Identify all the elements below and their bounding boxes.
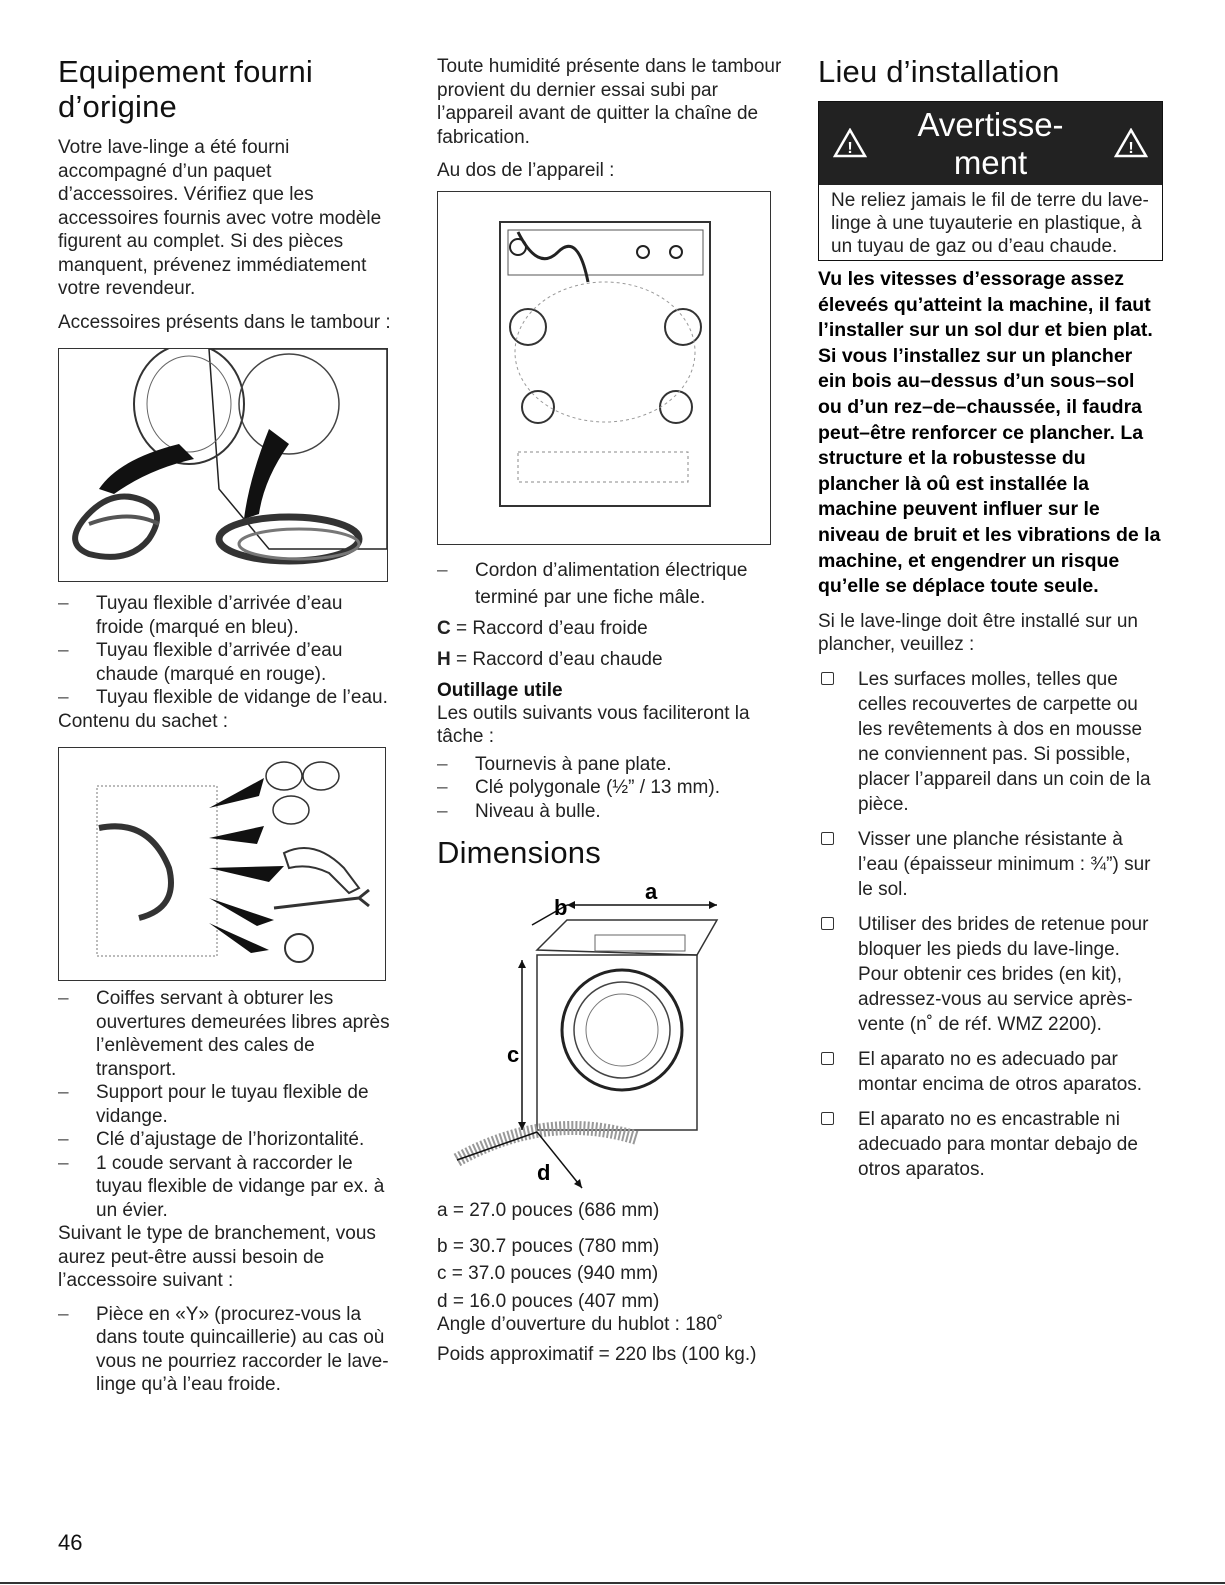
back-label: Au dos de l’appareil : [437,160,615,181]
warning-header [819,102,1162,185]
list-item: – Support pour le tuyau flexible de vidange. [58,1081,393,1128]
warning-title: Avertisse-ment [917,106,1064,181]
h-connection [437,648,782,672]
checklist-item: El aparato no es encastrable ni adecuado para montar debajo de otros aparatos. [818,1107,1163,1182]
list-item: – Tuyau flexible de vidange de l’eau. [58,686,393,710]
checklist-item: Utiliser des brides de retenue pour bloquer les pieds du lave-linge. Pour obtenir ces brides (en kit), adressez-vous au service après-vente (n˚ de réf. WMZ 2200). [818,912,1163,1037]
checklist-item: Visser une planche résistante à l’eau (épaisseur minimum : ¾”) sur le sol. [818,827,1163,902]
c-text: = Raccord d’eau froide [450,617,648,639]
list-item: – Clé polygonale (½” / 13 mm). [437,776,782,800]
tools-list [437,753,782,824]
extra-items-list [58,1303,393,1397]
back-items-list [437,557,782,611]
list-item: – Clé d’ajustage de l’horizontalité. [58,1128,393,1152]
dim-d: d = 16.0 pouces (407 mm) [437,1290,660,1312]
list-item: – Cordon d’alimentation électrique terminé par une fiche mâle. [437,557,782,611]
section-title-installation: Lieu d’installation [818,54,1060,89]
list-item: – Coiffes servant à obturer les ouvertures demeurées libres après l’enlèvement des cales de transport. [58,987,393,1081]
door-angle: Angle d’ouverture du hublot : 180˚ [437,1314,724,1335]
dim-label-d: d [537,1160,551,1185]
checklist-item: Les surfaces molles, telles que celles recouvertes de carpette ou les revêtements à dos en mousse ne conviennent pas. Si possible, placer l’appareil dans un coin de la pièce. [818,667,1163,817]
tools-text: Les outils suivants vous faciliteront la tâche : [437,702,750,747]
dim-a: a = 27.0 pouces (686 mm) [437,1200,660,1221]
warning-triangle-icon [833,128,867,163]
list-item: – Tournevis à pane plate. [437,753,782,777]
section-title-equipment: Equipement fourni d’origine [58,54,314,124]
drum-accessories-figure [58,348,388,582]
dim-b: b = 30.7 pouces (780 mm) [437,1235,660,1257]
dimensions-figure [437,870,767,1195]
checkbox-icon [821,917,834,930]
bottom-rule [0,1582,1225,1584]
column-right [818,50,1163,1192]
checkbox-icon [821,1052,834,1065]
c-key: C [437,617,451,639]
kit-note: Pour obtenir ces brides (en kit), adressez-vous au service après-vente (n˚ de réf. WMZ 2200). [858,963,1133,1035]
tools-title: Outillage utile [437,679,563,701]
list-item: – Tuyau flexible d’arrivée d’eau chaude (marqué en rouge). [58,639,393,686]
weight: Poids approximatif = 220 lbs (100 kg.) [437,1343,757,1365]
checklist-item: El aparato no es adecuado par montar encima de otros aparatos. [818,1047,1163,1097]
floor-checklist [818,667,1163,1182]
warning-text: Ne reliez jamais le fil de terre du lave-linge à une tuyauterie en plastique, à un tuyau de gaz ou d’eau chaude. [831,190,1149,257]
page-number: 46 [58,1530,83,1555]
dim-c: c = 37.0 pouces (940 mm) [437,1263,659,1284]
intro-text: Votre lave-linge a été fourni accompagné d’un paquet d’accessoires. Vérifiez que les accessoires fournis avec votre modèle figurent au complet. Si des pièces manquent, prévenez immédiatement votre revendeur. [58,137,382,299]
list-item: – Niveau à bulle. [437,800,782,824]
bag-contents-figure [58,747,386,981]
h-text: = Raccord d’eau chaude [450,649,663,670]
list-item: – Pièce en «Y» (procurez-vous la dans toute quincaillerie) au cas où vous ne pourriez raccorder le lave-linge qu’à l’eau froide. [58,1303,393,1397]
svg-text:!: ! [847,140,853,157]
machine-back-figure [437,191,771,545]
drum-label: Accessoires présents dans le tambour : [58,311,391,333]
bag-label: Contenu du sachet : [58,710,229,732]
list-item: – 1 coude servant à raccorder le tuyau flexible de vidange par ex. à un évier. [58,1152,393,1223]
list-item: – Tuyau flexible d’arrivée d’eau froide (marqué en bleu). [58,592,393,639]
h-key: H [437,649,451,670]
checkbox-icon [821,672,834,685]
c-connection [437,617,782,641]
installation-warning-bold: Vu les vitesses d’essorage assez éleveés qu’atteint la machine, il faut l’installer sur un sol dur et bien plat. Si vous l’installez sur un plancher ein bois au–dessus d’un sous–sol ou d’un rez–de–chaussée, il faudra peut–être renforcer ce plancher. La structure et la robustesse du plancher là oû est installée la machine peuvent influer sur le niveau de bruit et les vibrations de la machine, et engendrer un risque qu’elle se déplace toute seule. [818,268,1161,598]
checkbox-icon [821,832,834,845]
column-left [58,50,393,1397]
floor-intro: Si le lave-linge doit être installé sur un plancher, veuillez : [818,610,1139,656]
dim-label-c: c [507,1042,520,1067]
warning-triangle-icon [1114,128,1148,163]
extra-text: Suivant le type de branchement, vous aurez peut-être aussi besoin de l’accessoire suivant : [58,1223,376,1291]
section-title-dimensions: Dimensions [437,835,601,870]
checkbox-icon [821,1112,834,1125]
drum-items-list [58,592,393,710]
column-middle [437,55,782,1376]
humidity-text: Toute humidité présente dans le tambour provient du dernier essai subi par l’appareil avant de quitter la chaîne de fabrication. [437,56,782,148]
dim-label-b: b [554,895,568,920]
bag-items-list [58,987,393,1222]
svg-text:!: ! [1128,140,1134,157]
dim-label-a: a [645,879,658,904]
warning-box [818,101,1163,261]
